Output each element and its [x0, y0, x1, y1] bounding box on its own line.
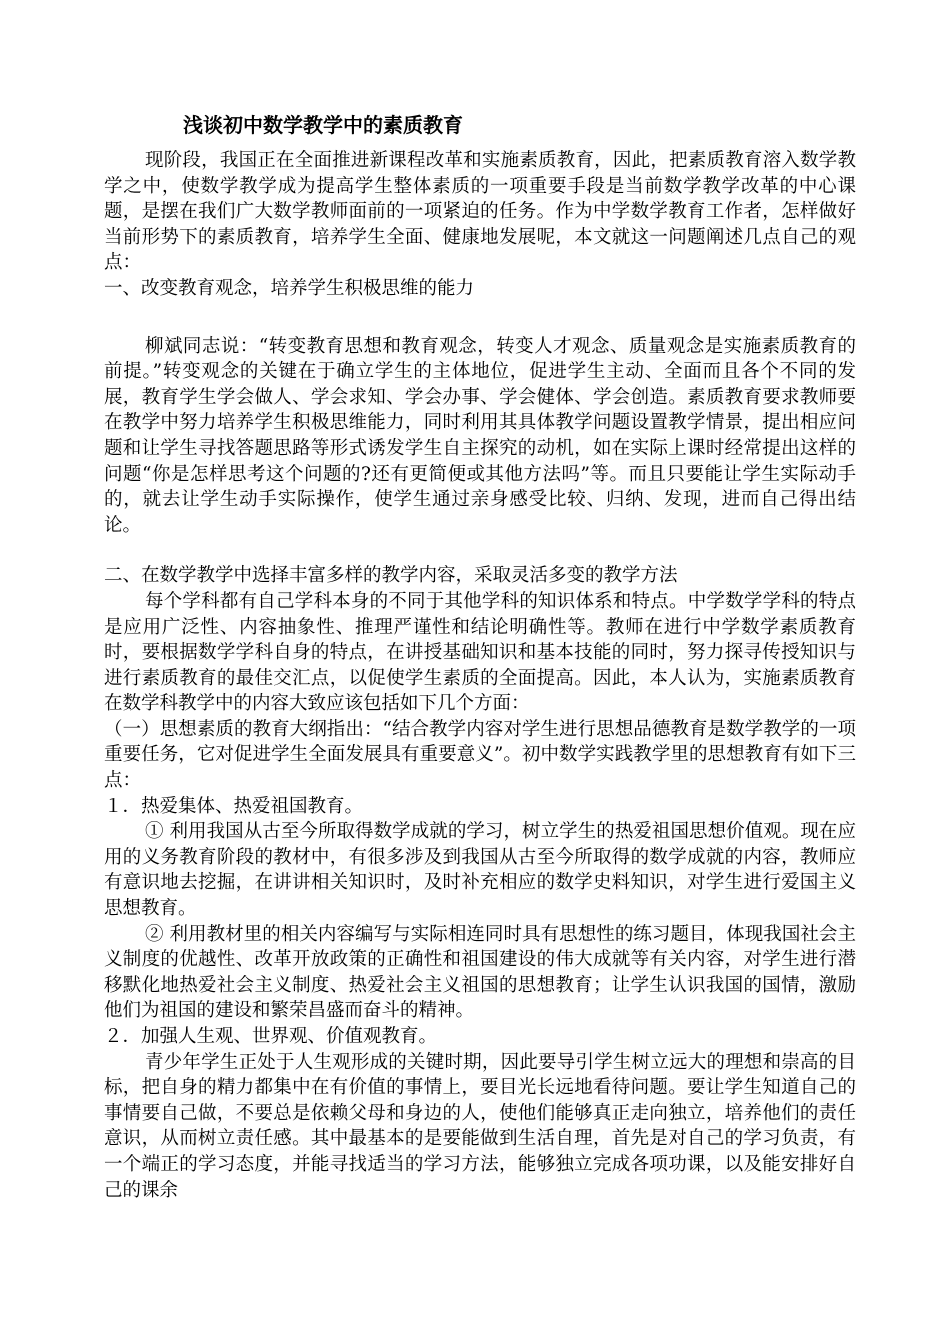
list-item-2-paragraph: 青少年学生正处于人生观形成的关键时期，因此要导引学生树立远大的理想和崇高的目标，把自身的精力都集中在有价值的事情上，要目光长远地看待问题。要让学生知道自己的事情要自己做，不要总是依赖父母和身边的人，使他们能够真正走向独立，培养他们的责任意识，从而树立责任感。其中最基本的是要能做到生活自理，首先是对自己的学习负责，有一个端正的学习态度，并能寻找适当的学习方法，能够独立完成各项功课，以及能安排好自己的课余 [104, 1051, 856, 1201]
section-heading-2: 二、在数学教学中选择丰富多样的教学内容，采取灵活多变的教学方法 [104, 565, 678, 587]
section-2-paragraph: 每个学科都有自己学科本身的不同于其他学科的知识体系和特点。中学数学学科的特点是应用广泛性、内容抽象性、推理严谨性和结论明确性等。教师在进行中学数学素质教育时，要根据数学学科自身的特点，在讲授基础知识和基本技能的同时，努力探寻传授知识与进行素质教育的最佳交汇点，以促使学生素质的全面提高。因此，本人认为，实施素质教育在数学科教学中的内容大致应该包括如下几个方面： [104, 590, 856, 715]
list-item-1-heading: １．热爱集体、热爱祖国教育。 [104, 795, 364, 817]
section-heading-1: 一、改变教育观念，培养学生积极思维的能力 [104, 277, 475, 299]
list-item-1-point-2: ② 利用教材里的相关内容编写与实际相连同时具有思想性的练习题目，体现我国社会主义制度的优越性、改革开放政策的正确性和祖国建设的伟大成就等有关内容，对学生进行潜移默化地热爱社会主义制度、热爱社会主义祖国的思想教育；让学生认识我国的国情，激励他们为祖国的建设和繁荣昌盛而奋斗的精神。 [104, 923, 856, 1022]
blank-line [104, 538, 856, 563]
blank-line [104, 302, 856, 334]
document-page [104, 108, 856, 1203]
subsection-1-paragraph: （一）思想素质的教育大纲指出：“结合教学内容对学生进行思想品德教育是数学教学的一项重要任务，它对促进学生全面发展具有重要意义”。初中数学实践教学里的思想教育有如下三点： [104, 718, 856, 792]
document-title: 浅谈初中数学教学中的素质教育 [183, 113, 463, 137]
section-1-paragraph: 柳斌同志说：“转变教育思想和教育观念，转变人才观念、质量观念是实施素质教育的前提。”转变观念的关键在于确立学生的主体地位，促进学生主动、全面而且各个不同的发展，教育学生学会做人、学会求知、学会办事、学会健体、学会创造。素质教育要求教师要在教学中努力培养学生积极思维能力，同时利用其具体教学问题设置教学情景，提出相应问题和让学生寻找答题思路等形式诱发学生自主探究的动机，如在实际上课时经常提出这样的问题“你是怎样思考这个问题的?还有更简便或其他方法吗”等。而且只要能让学生实际动手的，就去让学生动手实际操作，使学生通过亲身感受比较、归纳、发现，进而自己得出结论。 [104, 335, 856, 536]
list-item-2-heading: ２．加强人生观、世界观、价值观教育。 [104, 1026, 438, 1047]
list-item-1-point-1: ① 利用我国从古至今所取得数学成就的学习，树立学生的热爱祖国思想价值观。现在应用的义务教育阶段的教材中，有很多涉及到我国从古至今所取得的数学成就的内容，教师应有意识地去挖掘，在讲讲相关知识时，及时补充相应的数学史料知识，对学生进行爱国主义思想教育。 [104, 821, 856, 920]
intro-paragraph: 现阶段，我国正在全面推进新课程改革和实施素质教育，因此，把素质教育溶入数学教学之中，使数学教学成为提高学生整体素质的一项重要手段是当前数学教学改革的中心课题，是摆在我们广大数学教师面前的一项紧迫的任务。作为中学数学教育工作者，怎样做好当前形势下的素质教育，培养学生全面、健康地发展呢，本文就这一问题阐述几点自己的观点： [104, 150, 856, 274]
